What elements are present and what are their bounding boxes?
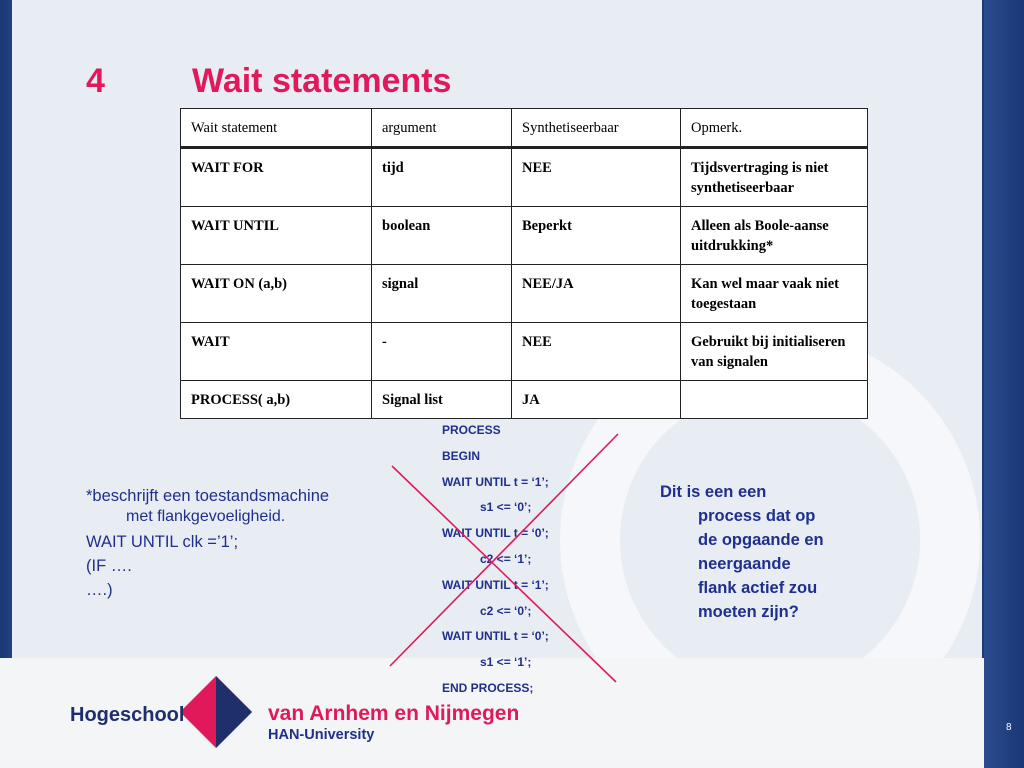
code-line: WAIT UNTIL t = ‘0’; [442,526,549,541]
table-row [181,381,868,419]
code-line: c2 <= ‘1’; [480,551,532,566]
table-row [181,207,868,265]
table-row [181,148,868,207]
table-cell: Gebruikt bij initialiseren van signalen [681,323,868,381]
table-cell: NEE [512,148,681,207]
wait-statements-table [180,108,868,419]
table-cell: JA [512,381,681,419]
table-cell: WAIT UNTIL [181,207,372,265]
code-line: BEGIN [442,448,481,463]
question-line: flank actief zou [698,579,818,597]
question-line: Dit is een een [660,483,767,501]
question-line: process dat op [698,507,816,525]
table-cell: NEE [512,323,681,381]
header-argument: argument [372,109,512,148]
right-frame-band [984,0,1024,768]
code-line: END PROCESS; [442,680,534,695]
logo-hogeschool-text: Hogeschool [70,704,185,726]
note-line: WAIT UNTIL clk =’1’; [86,533,239,551]
table-cell: signal [372,265,512,323]
logo-van-arnhem-text: van Arnhem en Nijmegen [268,702,520,725]
state-machine-note [86,484,329,602]
table-row [181,265,868,323]
logo-diamond-blue [216,676,252,748]
header-wait-statement: Wait statement [181,109,372,148]
question-line: de opgaande en [698,531,824,549]
table-cell: Beperkt [512,207,681,265]
table-cell: WAIT ON (a,b) [181,265,372,323]
page-number: 8 [1006,722,1012,733]
code-line: WAIT UNTIL t = ‘1’; [442,577,549,592]
table-cell: WAIT FOR [181,148,372,207]
cross-stroke-2 [390,434,618,666]
table-cell: Kan wel maar vaak niet toegestaan [681,265,868,323]
table-cell: Tijdsvertraging is niet synthetiseerbaar [681,148,868,207]
table-cell: boolean [372,207,512,265]
table-cell: Alleen als Boole-aanse uitdrukking* [681,207,868,265]
code-line: WAIT UNTIL t = ‘1’; [442,474,549,489]
table-cell: - [372,323,512,381]
code-line: s1 <= ‘0’; [480,500,532,515]
table-cell: Signal list [372,381,512,419]
note-line: met flankgevoeligheid. [126,508,286,525]
code-line: PROCESS [442,423,501,437]
question-line: moeten zijn? [698,603,799,621]
note-line: (IF …. [86,557,132,575]
note-line: *beschrijft een toestandsmachine [86,487,330,505]
code-line: WAIT UNTIL t = ‘0’; [442,629,549,644]
cross-stroke-1 [392,466,616,682]
slide-section-number: 4 [86,62,105,100]
code-line: c2 <= ‘0’; [480,603,532,618]
table-cell: PROCESS( a,b) [181,381,372,419]
table-cell [681,381,868,419]
table-cell: tijd [372,148,512,207]
slide-title: Wait statements [192,62,452,100]
question-note [660,480,860,624]
question-line: neergaande [698,555,791,573]
table-cell: NEE/JA [512,265,681,323]
header-synthetiseerbaar: Synthetiseerbaar [512,109,681,148]
table-cell: WAIT [181,323,372,381]
red-cross-mark [388,432,620,684]
code-line: s1 <= ‘1’; [480,655,532,670]
table-row [181,323,868,381]
header-opmerk: Opmerk. [681,109,868,148]
logo-han-university-text: HAN-University [268,727,375,743]
table-header-row [181,109,868,148]
note-line: ….) [86,581,113,599]
